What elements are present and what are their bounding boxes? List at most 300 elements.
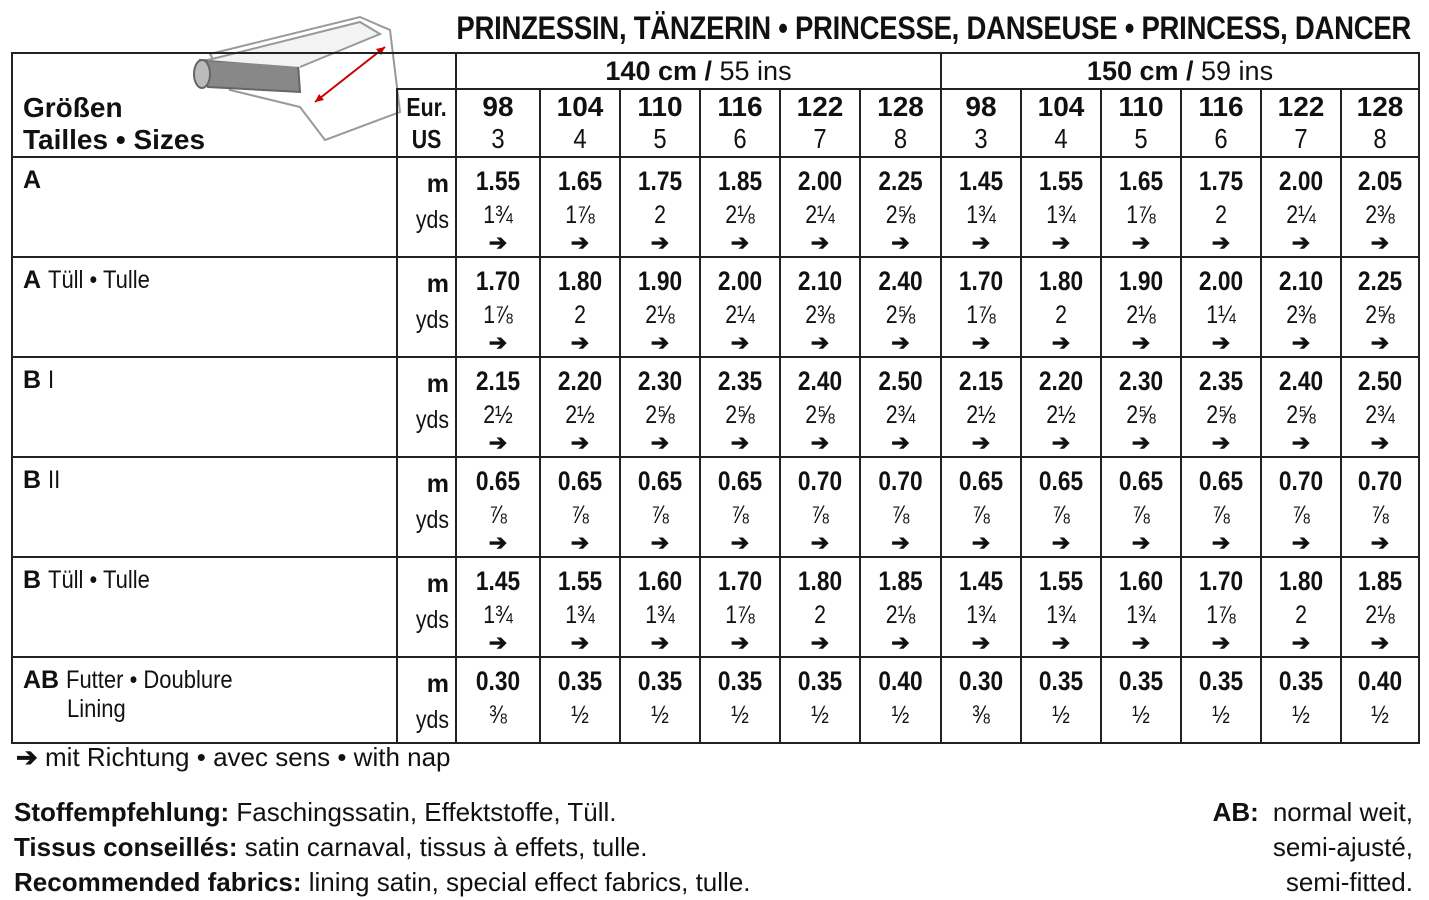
size-header — [1341, 89, 1419, 157]
eur-label: Eur. — [406, 92, 447, 122]
meters-value: 0.30 — [958, 666, 1004, 696]
size-eur: 122 — [796, 91, 844, 122]
unit-yds: yds — [415, 406, 449, 434]
yards-value: ⅞ — [1212, 501, 1230, 529]
size-eur: 110 — [637, 91, 683, 122]
yards-value: 1¾ — [966, 601, 996, 629]
unit-m: m — [426, 570, 449, 598]
yards-value: ½ — [651, 701, 669, 729]
fabric-line: Tissus conseillés: satin carnaval, tissus à effets, tulle. — [14, 832, 648, 862]
yards-value: ½ — [891, 701, 910, 729]
yardage-cell — [540, 157, 620, 257]
yards-value: ⅞ — [891, 501, 910, 529]
size-header — [1021, 89, 1101, 157]
meters-value: 2.40 — [1278, 366, 1324, 396]
arrow-right-icon: ➔ — [650, 330, 670, 355]
meters-value: 2.00 — [717, 266, 763, 296]
yardage-cell — [1341, 157, 1419, 257]
meters-value: 1.80 — [1278, 566, 1324, 596]
yardage-cell — [700, 257, 780, 357]
table-row — [12, 657, 1419, 743]
yardage-cell — [1181, 357, 1261, 457]
arrow-right-icon: ➔ — [570, 330, 590, 355]
meters-value: 1.75 — [1198, 166, 1244, 196]
yardage-cell — [860, 657, 941, 743]
yardage-cell — [1021, 257, 1101, 357]
view-code: B — [23, 566, 42, 594]
unit-label — [397, 457, 456, 557]
yardage-cell — [941, 357, 1021, 457]
yardage-cell — [540, 657, 620, 743]
yards-value: 2⅜ — [1365, 201, 1395, 229]
yards-value: 1¾ — [483, 201, 513, 229]
meters-value: 2.30 — [1118, 366, 1164, 396]
nap-legend-text: mit Richtung • avec sens • with nap — [37, 742, 451, 772]
yards-value: 2¼ — [805, 201, 835, 229]
arrow-right-icon: ➔ — [730, 330, 750, 355]
yardage-cell — [620, 557, 700, 657]
arrow-right-icon: ➔ — [730, 630, 750, 655]
size-us: 5 — [653, 123, 667, 154]
fit-line: semi-ajusté, — [1272, 832, 1413, 862]
yards-value: 2 — [654, 201, 666, 229]
meters-value: 0.35 — [1278, 666, 1324, 696]
yards-value: 1¾ — [966, 201, 996, 229]
yards-value: 2½ — [483, 401, 513, 429]
yards-value: 2 — [814, 601, 826, 629]
meters-value: 1.65 — [557, 166, 603, 196]
meters-value: 0.30 — [475, 666, 521, 696]
meters-value: 1.70 — [958, 266, 1004, 296]
yards-value: 2⅝ — [1365, 301, 1395, 329]
unit-m: m — [426, 470, 449, 498]
meters-value: 1.70 — [1198, 566, 1244, 596]
meters-value: 2.15 — [958, 366, 1004, 396]
view-desc: Futter • Doublure — [66, 666, 233, 694]
arrow-right-icon: ➔ — [570, 430, 590, 455]
meters-value: 0.65 — [1038, 466, 1084, 496]
yards-value: 2⅝ — [1126, 401, 1156, 429]
yardage-cell — [620, 657, 700, 743]
yards-value: ⅞ — [1052, 501, 1070, 529]
yards-value: 1¾ — [645, 601, 675, 629]
fabric-recommendations — [14, 795, 751, 900]
size-us: 6 — [1214, 123, 1228, 154]
view-code: B — [23, 466, 42, 494]
yards-value: 1⅞ — [1126, 201, 1156, 229]
arrow-right-icon: ➔ — [1051, 330, 1071, 355]
table-row — [12, 257, 1419, 357]
yardage-cell — [456, 357, 540, 457]
view-code: A — [23, 266, 42, 294]
meters-value: 0.65 — [637, 466, 683, 496]
yardage-cell — [620, 457, 700, 557]
yardage-cell — [941, 157, 1021, 257]
unit-label — [397, 257, 456, 357]
arrow-right-icon: ➔ — [1370, 330, 1390, 355]
size-us: 3 — [974, 123, 988, 154]
meters-value: 2.40 — [797, 366, 843, 396]
yards-value: 2⅝ — [725, 401, 755, 429]
arrow-right-icon: ➔ — [810, 230, 830, 255]
yardage-cell — [1101, 257, 1181, 357]
size-eur: 116 — [717, 91, 763, 122]
yardage-cell — [1181, 457, 1261, 557]
yardage-cell — [941, 657, 1021, 743]
yardage-cell — [1341, 557, 1419, 657]
yardage-cell — [1101, 457, 1181, 557]
size-us: 5 — [1134, 123, 1148, 154]
meters-value: 2.35 — [1198, 366, 1244, 396]
meters-value: 1.80 — [557, 266, 603, 296]
yardage-cell — [780, 657, 860, 743]
size-us: 6 — [733, 123, 747, 154]
yards-value: 2⅛ — [885, 601, 916, 629]
arrow-right-icon: ➔ — [891, 230, 910, 255]
yardage-cell — [540, 457, 620, 557]
meters-value: 1.45 — [958, 566, 1004, 596]
size-header — [860, 89, 941, 157]
yardage-cell — [1021, 657, 1101, 743]
fit-label: AB: — [1212, 797, 1259, 827]
size-header — [1181, 89, 1261, 157]
yardage-cell — [700, 657, 780, 743]
sizes-label — [12, 89, 397, 157]
yardage-cell — [1021, 157, 1101, 257]
arrow-right-icon: ➔ — [488, 530, 508, 555]
yardage-cell — [1341, 257, 1419, 357]
arrow-right-icon: ➔ — [730, 430, 750, 455]
yardage-cell — [540, 557, 620, 657]
meters-value: 2.25 — [1357, 266, 1403, 296]
arrow-right-icon: ➔ — [971, 530, 991, 555]
unit-yds: yds — [415, 606, 449, 634]
meters-value: 0.70 — [878, 466, 923, 496]
arrow-right-icon: ➔ — [1291, 530, 1311, 555]
meters-value: 0.65 — [958, 466, 1004, 496]
meters-value: 1.65 — [1118, 166, 1164, 196]
meters-value: 1.55 — [1038, 166, 1084, 196]
view-desc: Tüll • Tulle — [48, 266, 150, 294]
size-system-label — [397, 89, 456, 157]
yardage-cell — [1021, 357, 1101, 457]
arrow-right-icon: ➔ — [971, 630, 991, 655]
yards-value: 2⅜ — [1286, 301, 1316, 329]
arrow-right-icon: ➔ — [810, 330, 830, 355]
yards-value: ⅞ — [1292, 501, 1310, 529]
yards-value: ⅜ — [972, 701, 990, 729]
arrow-right-icon: ➔ — [971, 430, 991, 455]
yards-value: ⅞ — [651, 501, 669, 529]
yardage-cell — [1021, 557, 1101, 657]
yards-value: 2⅜ — [805, 301, 835, 329]
meters-value: 2.05 — [1357, 166, 1403, 196]
yardage-cell — [540, 257, 620, 357]
yards-value: ½ — [571, 701, 589, 729]
arrow-right-icon: ➔ — [1131, 430, 1151, 455]
unit-label — [397, 557, 456, 657]
arrow-right-icon: ➔ — [1291, 430, 1311, 455]
fit-line: normal weit, — [1272, 797, 1413, 827]
yards-value: 2¼ — [725, 301, 755, 329]
arrow-right-icon: ➔ — [1051, 530, 1071, 555]
arrow-right-icon: ➔ — [1211, 330, 1231, 355]
view-label — [12, 657, 397, 743]
arrow-right-icon: ➔ — [650, 230, 670, 255]
size-eur: 98 — [965, 91, 997, 122]
meters-value: 2.40 — [878, 266, 923, 296]
yards-value: 2⅛ — [1126, 301, 1156, 329]
yards-value: ⅞ — [489, 501, 507, 529]
meters-value: 0.35 — [797, 666, 843, 696]
meters-value: 2.25 — [878, 166, 923, 196]
meters-value: 2.00 — [1198, 266, 1244, 296]
size-header — [1261, 89, 1341, 157]
yards-value: ⅞ — [731, 501, 749, 529]
meters-value: 2.30 — [637, 366, 683, 396]
yardage-cell — [780, 457, 860, 557]
header-corner — [12, 53, 456, 89]
arrow-right-icon: ➔ — [1131, 330, 1151, 355]
size-eur: 98 — [482, 91, 514, 122]
fabric-line: Recommended fabrics: lining satin, special effect fabrics, tulle. — [14, 867, 751, 897]
meters-value: 2.20 — [557, 366, 603, 396]
arrow-right-icon: ➔ — [1291, 630, 1311, 655]
arrow-right-icon: ➔ — [488, 330, 508, 355]
arrow-right-icon: ➔ — [1370, 530, 1390, 555]
yards-value: 1⅞ — [966, 301, 996, 329]
fabric-width-header — [456, 53, 941, 89]
meters-value: 0.70 — [1357, 466, 1403, 496]
size-eur: 104 — [1037, 91, 1085, 122]
yardage-cell — [1261, 657, 1341, 743]
meters-value: 1.85 — [717, 166, 763, 196]
yards-value: ⅜ — [489, 701, 507, 729]
arrow-right-icon: ➔ — [1291, 330, 1311, 355]
arrow-right-icon: ➔ — [570, 230, 590, 255]
meters-value: 0.35 — [717, 666, 763, 696]
yards-value: 2⅝ — [885, 201, 916, 229]
size-us: 8 — [893, 123, 908, 154]
view-label — [12, 357, 397, 457]
yards-value: 1⅞ — [565, 201, 595, 229]
yards-value: 1¾ — [1046, 201, 1076, 229]
size-header — [1101, 89, 1181, 157]
yardage-cell — [1101, 157, 1181, 257]
arrow-right-icon: ➔ — [891, 630, 910, 655]
yards-value: 2½ — [966, 401, 996, 429]
yards-value: 2 — [1215, 201, 1227, 229]
width-ins: 55 ins — [719, 56, 792, 86]
arrow-right-icon: ➔ — [1291, 230, 1311, 255]
size-eur: 116 — [1198, 91, 1244, 122]
nap-legend — [16, 742, 451, 773]
view-code: AB — [23, 666, 60, 694]
arrow-right-icon: ➔ — [730, 530, 750, 555]
fit-line: semi-fitted. — [1285, 867, 1413, 897]
arrow-right-icon: ➔ — [1211, 630, 1231, 655]
arrow-right-icon: ➔ — [1051, 230, 1071, 255]
meters-value: 2.50 — [1357, 366, 1403, 396]
unit-m: m — [426, 670, 449, 698]
arrow-right-icon: ➔ — [1131, 530, 1151, 555]
arrow-right-icon: ➔ — [1370, 430, 1390, 455]
view-desc: II — [48, 466, 61, 494]
arrow-right-icon: ➔ — [1211, 430, 1231, 455]
size-eur: 128 — [1356, 91, 1404, 122]
size-header — [620, 89, 700, 157]
yards-value: 1⅞ — [725, 601, 755, 629]
yards-value: ½ — [1371, 701, 1389, 729]
us-label: US — [411, 124, 442, 154]
yardage-cell — [860, 357, 941, 457]
yardage-cell — [780, 157, 860, 257]
unit-yds: yds — [415, 306, 449, 334]
size-us: 7 — [813, 123, 827, 154]
yards-value: 2 — [574, 301, 586, 329]
arrow-right-icon: ➔ — [650, 530, 670, 555]
yardage-cell — [941, 457, 1021, 557]
unit-label — [397, 357, 456, 457]
table-row — [12, 457, 1419, 557]
arrow-right-icon: ➔ — [971, 230, 991, 255]
meters-value: 0.35 — [637, 666, 683, 696]
yards-value: 2¾ — [1365, 401, 1395, 429]
arrow-right-icon: ➔ — [1131, 230, 1151, 255]
size-us: 7 — [1294, 123, 1308, 154]
yards-value: 2⅝ — [645, 401, 675, 429]
size-header — [540, 89, 620, 157]
yards-value: 2⅝ — [1286, 401, 1316, 429]
table-row — [12, 157, 1419, 257]
fit-note — [1213, 795, 1413, 900]
meters-value: 1.60 — [637, 566, 683, 596]
meters-value: 2.00 — [1278, 166, 1324, 196]
meters-value: 1.55 — [1038, 566, 1084, 596]
yards-value: ½ — [1292, 701, 1310, 729]
arrow-right-icon: ➔ — [1370, 230, 1390, 255]
arrow-right-icon: ➔ — [650, 430, 670, 455]
meters-value: 2.35 — [717, 366, 763, 396]
yardage-cell — [860, 557, 941, 657]
meters-value: 0.70 — [1278, 466, 1324, 496]
unit-label — [397, 657, 456, 743]
meters-value: 0.35 — [1038, 666, 1084, 696]
yardage-cell — [780, 557, 860, 657]
yardage-cell — [1261, 557, 1341, 657]
unit-yds: yds — [415, 206, 449, 234]
meters-value: 0.65 — [557, 466, 603, 496]
yards-value: 2¾ — [885, 401, 916, 429]
meters-value: 1.80 — [797, 566, 843, 596]
yards-value: ⅞ — [972, 501, 990, 529]
meters-value: 1.70 — [475, 266, 521, 296]
arrow-right-icon: ➔ — [1051, 430, 1071, 455]
yards-value: ⅞ — [571, 501, 589, 529]
page-title: PRINZESSIN, TÄNZERIN • PRINCESSE, DANSEUSE • PRINCESS, DANCER — [456, 10, 1411, 46]
yards-value: ½ — [1212, 701, 1230, 729]
yardage-cell — [860, 157, 941, 257]
size-eur: 104 — [556, 91, 604, 122]
meters-value: 2.10 — [1278, 266, 1324, 296]
unit-m: m — [426, 270, 449, 298]
yardage-cell — [1341, 457, 1419, 557]
yardage-cell — [620, 157, 700, 257]
yards-value: 1¾ — [483, 601, 513, 629]
yardage-cell — [1261, 357, 1341, 457]
yardage-cell — [700, 557, 780, 657]
sizes-label-line2: Tailles • Sizes — [23, 123, 206, 155]
arrow-right-icon: ➔ — [971, 330, 991, 355]
yardage-cell — [860, 457, 941, 557]
table-row — [12, 557, 1419, 657]
arrow-right-icon: ➔ — [1370, 630, 1390, 655]
size-eur: 110 — [1118, 91, 1164, 122]
yards-value: 1¾ — [565, 601, 595, 629]
table-row — [12, 357, 1419, 457]
arrow-right-icon: ➔ — [810, 430, 830, 455]
yardage-cell — [700, 457, 780, 557]
meters-value: 2.50 — [878, 366, 923, 396]
view-label — [12, 157, 397, 257]
arrow-right-icon: ➔ — [891, 330, 910, 355]
view-desc2: Lining — [67, 695, 126, 723]
meters-value: 0.40 — [878, 666, 923, 696]
yards-value: 2⅝ — [1206, 401, 1236, 429]
size-header — [456, 89, 540, 157]
yards-value: ⅞ — [1371, 501, 1389, 529]
unit-m: m — [426, 170, 449, 198]
size-eur: 122 — [1277, 91, 1325, 122]
yards-value: ½ — [811, 701, 829, 729]
meters-value: 1.60 — [1118, 566, 1164, 596]
meters-value: 0.35 — [1118, 666, 1164, 696]
view-label — [12, 557, 397, 657]
size-us: 4 — [1054, 123, 1068, 154]
yards-value: 2⅛ — [645, 301, 675, 329]
size-header — [941, 89, 1021, 157]
yards-value: ½ — [1052, 701, 1070, 729]
meters-value: 2.00 — [797, 166, 843, 196]
size-header — [780, 89, 860, 157]
meters-value: 1.45 — [958, 166, 1004, 196]
yardage-cell — [1101, 557, 1181, 657]
arrow-right-icon: ➔ — [810, 530, 830, 555]
yards-value: 1¾ — [1046, 601, 1076, 629]
yards-value: 2⅝ — [805, 401, 835, 429]
yardage-cell — [860, 257, 941, 357]
arrow-right-icon: ➔ — [891, 430, 910, 455]
arrow-right-icon: ➔ — [891, 530, 910, 555]
yards-value: 2½ — [565, 401, 595, 429]
yards-value: ⅞ — [811, 501, 829, 529]
sizes-label-line1: Größen — [23, 91, 123, 123]
meters-value: 0.35 — [557, 666, 603, 696]
view-label — [12, 457, 397, 557]
yardage-cell — [1021, 457, 1101, 557]
meters-value: 1.55 — [475, 166, 521, 196]
meters-value: 0.65 — [717, 466, 763, 496]
size-header — [700, 89, 780, 157]
view-desc: Tüll • Tulle — [48, 566, 150, 594]
yardage-cell — [1181, 657, 1261, 743]
yardage-cell — [1341, 657, 1419, 743]
yards-value: ½ — [731, 701, 749, 729]
yardage-cell — [780, 357, 860, 457]
arrow-right-icon: ➔ — [570, 530, 590, 555]
yards-value: 2½ — [1046, 401, 1076, 429]
meters-value: 1.75 — [637, 166, 683, 196]
